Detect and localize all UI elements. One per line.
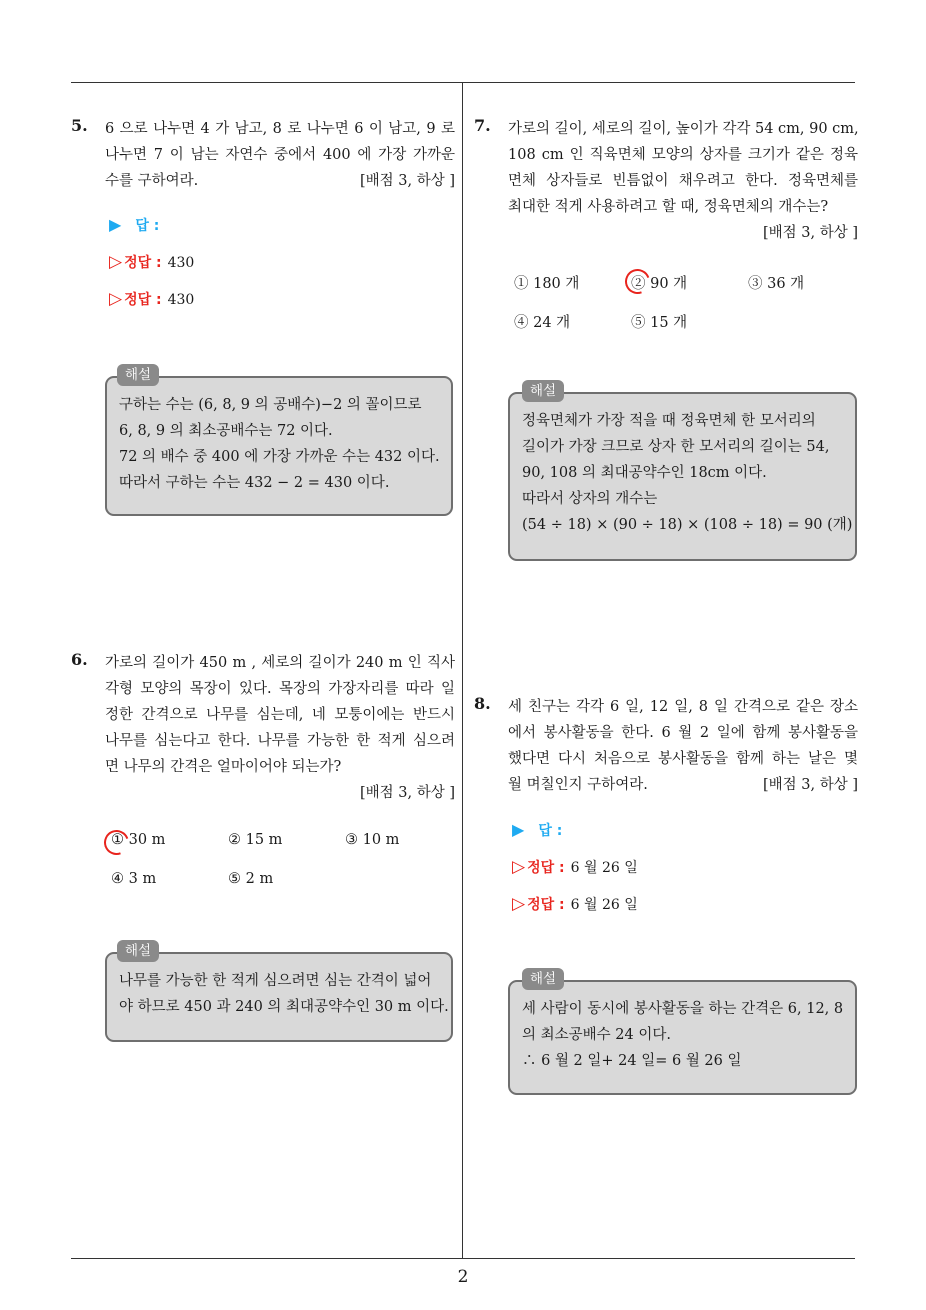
explanation-line: 정육면체가 가장 적을 때 정육면체 한 모서리의 <box>522 413 816 429</box>
play-triangle-icon: ▶ <box>109 215 122 234</box>
explanation-5 <box>105 364 453 516</box>
question-line: 면체 상자들로 빈틈없이 채우려고 한다. 정육면체를 <box>508 173 858 189</box>
outline-triangle-icon: ▷ <box>109 252 123 272</box>
question-line-text: 수를 구하여라. <box>105 173 199 189</box>
question-number: 6. <box>71 650 88 669</box>
correct-value: 6 월 26 일 <box>570 860 638 876</box>
correct-label: 정답 : <box>124 255 162 271</box>
correct-value: 430 <box>167 255 195 271</box>
question-line: 나무를 심는다고 한다. 나무를 가능한 한 적게 심으려 <box>105 733 455 749</box>
choice-4[interactable]: ④ 24 개 <box>514 315 571 331</box>
answer-row <box>109 215 159 235</box>
choice-2[interactable]: ② 90 개 <box>631 276 688 292</box>
choice-3[interactable]: ③ 36 개 <box>748 276 805 292</box>
explanation-tag: 해설 <box>522 380 564 402</box>
explanation-8 <box>508 968 857 1095</box>
question-line: 각형 모양의 목장이 있다. 목장의 가장자리를 따라 일 <box>105 681 455 697</box>
question-line: 가로의 길이가 450 m , 세로의 길이가 240 m 인 직사 <box>105 655 455 671</box>
outline-triangle-icon: ▷ <box>512 894 526 914</box>
explanation-line: 6, 8, 9 의 최소공배수는 72 이다. <box>119 423 333 439</box>
question-line: 세 친구는 각각 6 일, 12 일, 8 일 간격으로 같은 장소 <box>508 699 858 715</box>
score-tag: [배점 3, 하상 ] <box>359 785 455 801</box>
question-text <box>508 116 858 246</box>
score-tag: [배점 3, 하상 ] <box>762 777 858 793</box>
explanation-box <box>508 392 857 561</box>
explanation-line: 세 사람이 동시에 봉사활동을 하는 간격은 6, 12, 8 <box>522 1001 844 1017</box>
choice-5[interactable]: ⑤ 15 개 <box>631 315 688 331</box>
explanation-line: (54 ÷ 18) × (90 ÷ 18) × (108 ÷ 18) = 90 (개) <box>522 517 853 533</box>
question-text <box>508 694 858 798</box>
question-6 <box>71 650 455 800</box>
question-line: 최대한 적게 사용하려고 할 때, 정육면체의 개수는? <box>508 199 829 215</box>
question-text <box>105 116 455 194</box>
question-8 <box>474 694 858 804</box>
score-tag: [배점 3, 하상 ] <box>359 173 455 189</box>
explanation-line: 72 의 배수 중 400 에 가장 가까운 수는 432 이다. <box>119 449 440 465</box>
correct-label: 정답 : <box>527 860 565 876</box>
answer-label: 답 : <box>135 218 160 234</box>
question-line: 정한 간격으로 나무를 심는데, 네 모퉁이에는 반드시 <box>105 707 455 723</box>
question-line: 가로의 길이, 세로의 길이, 높이가 각각 54 cm, 90 cm, <box>508 121 859 137</box>
choice-3[interactable]: ③ 10 m <box>345 832 400 848</box>
question-line: 에서 봉사활동을 한다. 6 월 2 일에 함께 봉사활동을 <box>508 725 858 741</box>
question-text <box>105 650 455 806</box>
explanation-7 <box>508 380 857 561</box>
explanation-box <box>105 376 453 516</box>
explanation-line: 나무를 가능한 한 적게 심으려면 심는 간격이 넓어 <box>119 973 432 989</box>
page-number: 2 <box>457 1267 469 1287</box>
explanation-tag: 해설 <box>117 364 159 386</box>
explanation-box <box>508 980 857 1095</box>
column-divider <box>462 82 463 1259</box>
choice-2[interactable]: ② 15 m <box>228 832 283 848</box>
explanation-tag: 해설 <box>522 968 564 990</box>
bottom-rule <box>71 1258 855 1259</box>
choice-5[interactable]: ⑤ 2 m <box>228 871 274 887</box>
correct-answer-row <box>109 289 194 309</box>
question-number: 7. <box>474 116 491 135</box>
explanation-box <box>105 952 453 1042</box>
question-line: 나누면 7 이 남는 자연수 중에서 400 에 가장 가까운 <box>105 147 455 163</box>
explanation-tag: 해설 <box>117 940 159 962</box>
question-7 <box>474 116 858 246</box>
explanation-line: 90, 108 의 최대공약수인 18cm 이다. <box>522 465 767 481</box>
explanation-line: ∴ 6 월 2 일+ 24 일= 6 월 26 일 <box>522 1053 742 1069</box>
question-number: 8. <box>474 694 491 713</box>
outline-triangle-icon: ▷ <box>512 857 526 877</box>
question-line <box>508 772 858 798</box>
answer-label: 답 : <box>538 823 563 839</box>
question-number: 5. <box>71 116 88 135</box>
play-triangle-icon: ▶ <box>512 820 525 839</box>
explanation-line: 의 최소공배수 24 이다. <box>522 1027 671 1043</box>
correct-label: 정답 : <box>527 897 565 913</box>
top-rule <box>71 82 855 83</box>
correct-value: 430 <box>167 292 195 308</box>
correct-answer-row <box>512 857 638 877</box>
explanation-6 <box>105 940 453 1042</box>
explanation-line: 길이가 가장 크므로 상자 한 모서리의 길이는 54, <box>522 439 830 455</box>
choice-4[interactable]: ④ 3 m <box>111 871 157 887</box>
question-line <box>105 168 455 194</box>
question-line: 했다면 다시 처음으로 봉사활동을 함께 하는 날은 몇 <box>508 751 858 767</box>
explanation-line: 야 하므로 450 과 240 의 최대공약수인 30 m 이다. <box>119 999 449 1015</box>
score-tag: [배점 3, 하상 ] <box>762 225 858 241</box>
correct-label: 정답 : <box>124 292 162 308</box>
choice-1[interactable]: ① 180 개 <box>514 276 580 292</box>
answer-row <box>512 820 562 840</box>
correct-answer-row <box>109 252 194 272</box>
question-line-text: 월 며칠인지 구하여라. <box>508 777 648 793</box>
outline-triangle-icon: ▷ <box>109 289 123 309</box>
correct-value: 6 월 26 일 <box>570 897 638 913</box>
explanation-line: 따라서 구하는 수는 432 − 2 = 430 이다. <box>119 475 390 491</box>
choice-1[interactable]: ① 30 m <box>111 832 166 848</box>
question-line: 6 으로 나누면 4 가 남고, 8 로 나누면 6 이 남고, 9 로 <box>105 121 455 137</box>
question-line: 면 나무의 간격은 얼마이어야 되는가? <box>105 759 342 775</box>
correct-answer-row <box>512 894 638 914</box>
question-5 <box>71 116 455 196</box>
question-line: 108 cm 인 직육면체 모양의 상자를 크기가 같은 정육 <box>508 147 858 163</box>
explanation-line: 구하는 수는 (6, 8, 9 의 공배수)−2 의 꼴이므로 <box>119 397 422 413</box>
explanation-line: 따라서 상자의 개수는 <box>522 491 658 507</box>
